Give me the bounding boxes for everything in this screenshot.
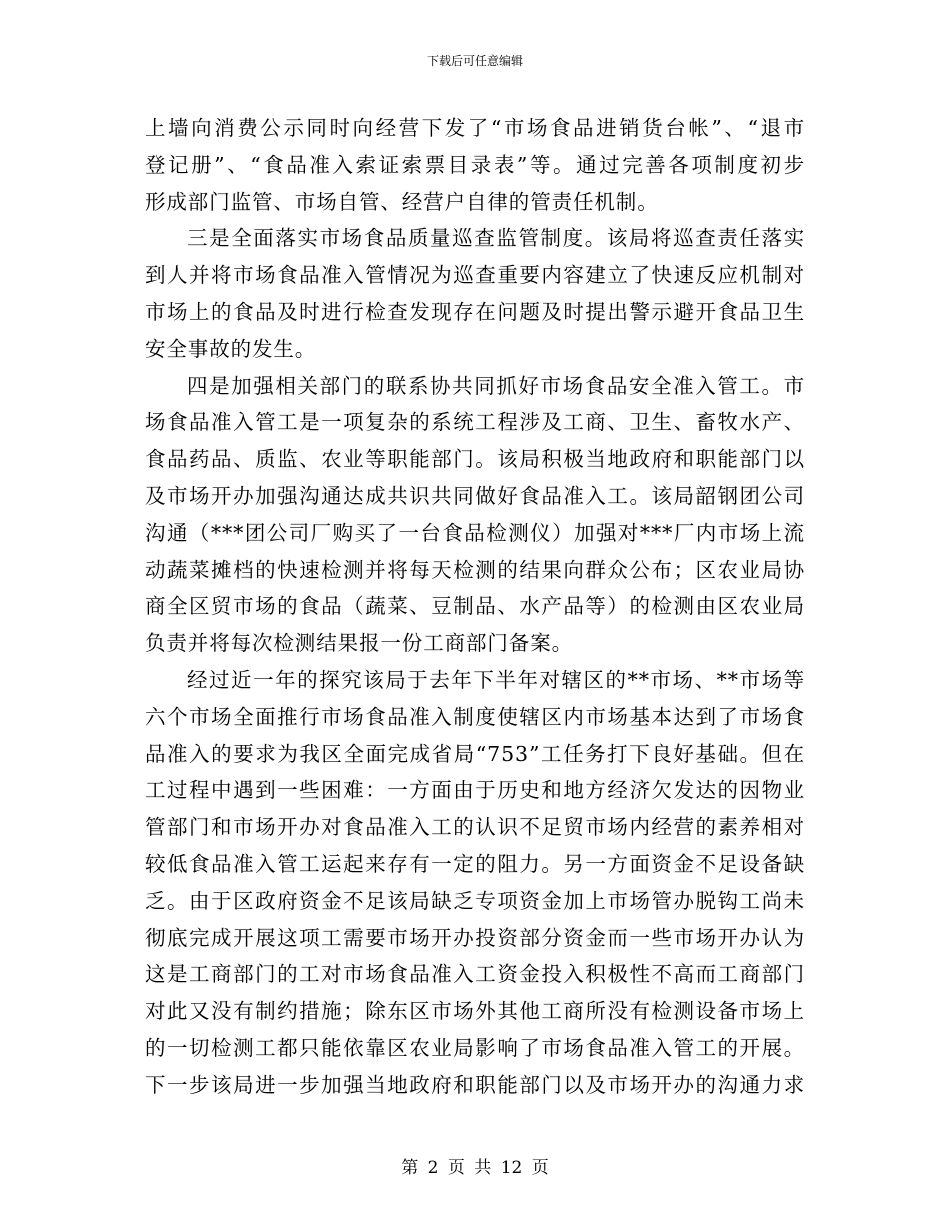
text-line: 四是加强相关部门的联系协共同抓好市场食品安全准入管工。市 — [187, 373, 805, 398]
text-line: 对此又没有制约措施；除东区市场外其他工商所没有检测设备市场上 — [145, 999, 805, 1024]
text-line: 市场上的食品及时进行检查发现存在问题及时提出警示避开食品卫生 — [145, 299, 805, 324]
page-header: 下载后可任意编辑 — [426, 54, 523, 68]
text-line: 这是工商部门的工对市场食品准入工资金投入积极性不高而工商部门 — [145, 962, 805, 987]
text-line: 六个市场全面推行市场食品准入制度使辖区内市场基本达到了市场食 — [145, 704, 805, 729]
page-footer: 第 2 页 共 12 页 — [401, 1158, 549, 1178]
text-line: 负责并将每次检测结果报一份工商部门备案。 — [145, 631, 573, 656]
text-line: 管部门和市场开办对食品准入工的认识不足贸市场内经营的素养相对 — [145, 815, 805, 840]
text-line: 三是全面落实市场食品质量巡查监管制度。该局将巡查责任落实 — [187, 226, 805, 251]
text-line: 下一步该局进一步加强当地政府和职能部门以及市场开办的沟通力求 — [145, 1072, 805, 1097]
text-line: 经过近一年的探究该局于去年下半年对辖区的**市场、**市场等 — [187, 667, 805, 692]
text-line: 乏。由于区政府资金不足该局缺乏专项资金加上市场管办脱钩工尚未 — [145, 888, 805, 913]
text-line: 到人并将市场食品准入管情况为巡查重要内容建立了快速反应机制对 — [145, 263, 805, 288]
text-line: 及市场开办加强沟通达成共识共同做好食品准入工。该局韶钢团公司 — [145, 483, 805, 508]
text-line: 上墙向消费公示同时向经营下发了“市场食品进销货台帐”、“退市 — [145, 116, 805, 140]
text-line: 场食品准入管工是一项复杂的系统工程涉及工商、卫生、畜牧水产、 — [145, 410, 805, 435]
text-line: 商全区贸市场的食品（蔬菜、豆制品、水产品等）的检测由区农业局 — [145, 594, 805, 619]
text-line: 安全事故的发生。 — [145, 336, 317, 361]
text-line: 动蔬菜摊档的快速检测并将每天检测的结果向群众公布；区农业局协 — [145, 557, 805, 582]
text-line: 品准入的要求为我区全面完成省局“753”工任务打下良好基础。但在 — [145, 741, 805, 766]
text-line: 工过程中遇到一些困难：一方面由于历史和地方经济欠发达的因物业 — [145, 778, 805, 803]
text-line: 形成部门监管、市场自管、经营户自律的管责任机制。 — [145, 189, 659, 214]
document-body — [145, 110, 805, 1104]
text-line: 较低食品准入管工运起来存有一定的阻力。另一方面资金不足设备缺 — [145, 851, 805, 876]
text-line: 登记册”、“食品准入索证索票目录表”等。通过完善各项制度初步 — [145, 152, 805, 177]
text-line: 沟通（***团公司厂购买了一台食品检测仪）加强对***厂内市场上流 — [145, 520, 805, 545]
text-line: 的一切检测工都只能依靠区农业局影响了市场食品准入管工的开展。 — [145, 1035, 805, 1060]
text-line: 彻底完成开展这项工需要市场开办投资部分资金而一些市场开办认为 — [145, 925, 805, 950]
text-line: 食品药品、质监、农业等职能部门。该局积极当地政府和职能部门以 — [145, 447, 805, 472]
